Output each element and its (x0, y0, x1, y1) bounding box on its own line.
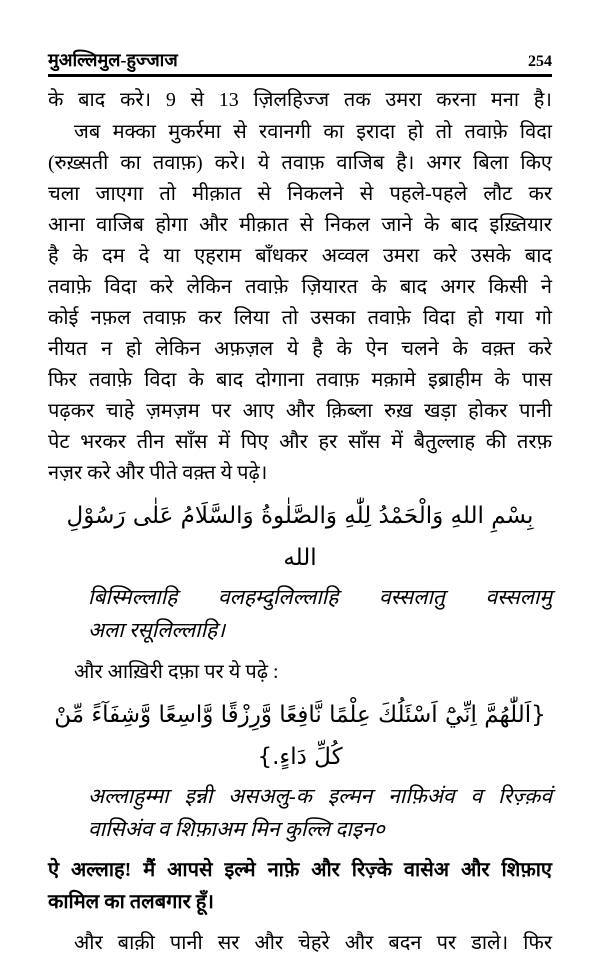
arabic-dua-line: {اَللّٰهُمَّ اِنِّيْٓ اَسْئَلُكَ عِلْمًا نَّافِعًا وَّرِزْقًا وَّاسِعًا وَّشِفَآءً مِّنْ كُلِّ دَاءٍ.} (54, 702, 546, 770)
page-body (48, 85, 552, 959)
body-line: और बाक़ी पानी सर और चेहरे और बदन पर डाले। फिर (74, 932, 552, 954)
body-line: तवाफ़े विदा करे लेकिन तवाफ़े ज़ियारत के बाद अगर किसी ने (48, 276, 552, 298)
transliteration-line: वासिअंव व शिफ़ाअम मिन कुल्लि दाइन० (88, 817, 385, 841)
transliteration-line: अला रसूलिल्लाहि। (88, 618, 226, 642)
paragraph (48, 117, 552, 489)
bold-translation-block (48, 854, 552, 918)
body-line: आना वाजिब होगा और मीक़ात से निकल जाने के बाद इख़्तियार (48, 214, 552, 236)
transliteration-line: बिस्मिल्लाहि वलहम्दुलिल्लाहि वस्सलातु वस्सलामु (88, 585, 552, 609)
body-line: फिर तवाफ़े विदा के बाद दोगाना तवाफ़ मक़ामे इब्राहीम के पास (48, 369, 552, 391)
body-line: चला जाएगा तो मीक़ात से निकलने से पहले-पहले लौट कर (48, 183, 552, 205)
body-line: के बाद करे। 9 से 13 ज़िलहिज्ज तक उमरा करना मना है। (48, 89, 552, 111)
body-line: नज़र करे और पीते वक़्त ये पढ़े। (48, 462, 268, 484)
arabic-bismillah-line: بِسْمِ اللهِ وَالْحَمْدُ لِلّٰهِ وَالصَّلٰوةُ وَالسَّلَامُ عَلٰى رَسُوْلِ الله (66, 503, 534, 571)
bold-translation-line: ऐ अल्लाह! मैं आपसे इल्मे नाफ़े और रिज़्के वासेअ और शिफ़ाए (48, 859, 552, 881)
transliteration-block (88, 780, 552, 846)
body-line: (रुख़्सती का तवाफ़) करे। ये तवाफ़ वाजिब है। अगर बिला किए (48, 152, 552, 174)
page-number: 254 (528, 53, 552, 70)
body-line: पेट भरकर तीन साँस में पिए और हर साँस में बैतुल्लाह की तरफ़ (48, 431, 552, 453)
transliteration-line: अल्लाहुम्मा इन्नी असअलु-क इल्मन नाफ़िअंव व रिज़्क़वं (88, 784, 552, 808)
transliteration-block (88, 581, 552, 647)
body-line: नीयत न हो लेकिन अफ़ज़ल ये है के ऐन चलने के वक़्त करे (48, 338, 552, 360)
page-header (48, 48, 552, 77)
body-line: कोई नफ़ल तवाफ़ कर लिया तो उसका तवाफ़े विदा हो गया गो (48, 307, 552, 329)
book-title: मुअल्लिमुल-हुज्जाज (48, 50, 178, 70)
body-line: पढ़कर चाहे ज़मज़म पर आए और क़िब्ला रुख़ खड़ा होकर पानी (48, 400, 552, 422)
body-line: है के दम दे या एहराम बाँधकर अव्वल उमरा करे उसके बाद (48, 245, 552, 267)
bold-translation-line: कामिल का तलबगार हूँ। (48, 891, 214, 913)
body-line: जब मक्का मुकर्रमा से रवानगी का इरादा हो तो तवाफ़े विदा (74, 121, 552, 143)
body-line: और आख़िरी दफ़ा पर ये पढ़े : (74, 661, 279, 683)
